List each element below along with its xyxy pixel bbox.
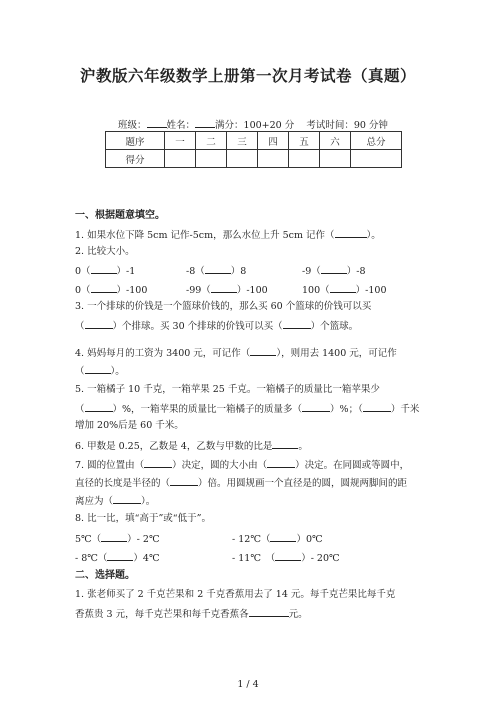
temperature-item [232,532,323,546]
temp-left: - 12℃（ [232,534,271,545]
cmp-blank[interactable] [330,283,356,293]
question-5-line-3: 增加 20%后是 60 千米。 [75,420,184,431]
header-cell: 题序 [106,132,165,150]
temperature-item [232,551,340,565]
name-blank[interactable] [195,118,215,128]
student-info-line [118,117,388,131]
cmp-blank[interactable] [211,283,237,293]
temp-right: ）- 20℃ [301,553,340,564]
cmp-blank[interactable] [205,264,231,274]
cmp-right: ）8 [230,266,247,277]
q6-blank[interactable] [272,439,298,449]
page-title: 沪教版六年级数学上册第一次月考试卷（真题） [79,67,416,85]
compare-item [186,264,246,278]
q5-text: （ [75,404,85,415]
temp-left: - 8℃（ [75,553,108,564]
q7-blank-4[interactable] [113,494,141,504]
question-4-line-1 [75,346,397,360]
q7-text: 直径的长度是半径的（ [75,478,171,489]
q5-blank-3[interactable] [363,402,391,412]
q3-blank-2[interactable] [283,319,311,329]
q4-blank-1[interactable] [250,346,276,356]
cmp-left: 100（ [302,285,330,296]
score-table-score-row [106,150,402,168]
exam-time-label: 考试时间：90 分钟 [306,120,388,131]
q1-blank[interactable] [335,228,367,238]
question-4-line-2 [75,364,125,378]
q5-text: ）千米 [390,404,420,415]
q4-text: （ [75,366,85,377]
mc-question-1-line-2 [75,607,308,621]
q7-text: ）倍。用圆规画一个直径是的圆，圆规两脚间的距 [198,478,408,489]
compare-item [186,283,268,297]
q5-text: ）%，一箱苹果的质量比一箱橘子的质量多（ [112,404,303,415]
temp-left: 5℃（ [75,534,102,545]
score-cell[interactable] [196,150,227,168]
temperature-item [75,532,160,546]
temperature-item [75,551,160,565]
temp-left: - 11℃ （ [232,553,276,564]
mc-q1-text: 香蕉贵 3 元，每千克芒果和每千克香蕉各 [75,609,249,620]
q7-blank-2[interactable] [267,458,295,468]
q4-text: ），则用去 1400 元，可记作 [276,348,397,359]
q5-blank-2[interactable] [302,402,330,412]
question-1 [75,228,381,242]
q7-text: ）决定，圆的大小由（ [172,460,268,471]
q7-text: 7. 圆的位置由（ [75,460,145,471]
score-table [105,131,402,168]
cmp-left: 0（ [75,266,91,277]
section-2-heading: 二、选择题。 [75,570,135,581]
cmp-left: 0（ [75,285,91,296]
mc-question-1-line-1: 1. 张老师买了 2 千克芒果和 2 千克香蕉用去了 14 元。每千克芒果比每千克 [75,589,396,600]
score-cell[interactable] [289,150,320,168]
question-3-line-2 [75,319,358,333]
question-7-line-2 [75,476,407,490]
q3-text: （ [75,321,85,332]
temp-right: ）4℃ [133,553,160,564]
q7-text: ）决定。在同圆或等圆中， [295,460,410,471]
q4-blank-2[interactable] [85,364,111,374]
class-blank[interactable] [147,118,167,128]
score-table-header-row [106,132,402,150]
question-6 [75,439,308,453]
compare-item [75,264,135,278]
q1-end: ）。 [366,230,381,241]
temp-blank[interactable] [107,551,133,561]
temp-right: ）- 2℃ [127,534,160,545]
name-label: 姓名： [166,120,196,131]
q5-text: ）%；（ [330,404,363,415]
score-cell[interactable] [165,150,196,168]
question-8: 8. 比一比，填“高于”或“低于”。 [75,513,212,524]
temp-blank[interactable] [275,551,301,561]
score-cell[interactable] [320,150,351,168]
score-cell[interactable] [258,150,289,168]
class-label: 班级： [118,120,147,131]
mc-q1-blank[interactable] [249,607,289,617]
q3-blank-1[interactable] [85,319,113,329]
q7-blank-1[interactable] [144,458,172,468]
cmp-blank[interactable] [321,264,347,274]
compare-item [75,283,147,297]
question-7-line-1 [75,458,409,472]
section-1-heading: 一、根据题意填空。 [75,210,165,221]
cmp-blank[interactable] [91,283,117,293]
page-number: 1 / 4 [237,679,259,690]
full-score-label: 满分：100+20 分 [215,120,295,131]
cmp-left: -99（ [186,285,211,296]
q4-text: ）。 [110,366,125,377]
score-cell[interactable] [227,150,258,168]
q7-text: 离应为（ [75,496,114,507]
header-cell: 总分 [351,132,402,150]
temp-right: ）0℃ [296,534,323,545]
q3-text: ）个篮球。 [310,321,359,332]
mc-q1-text: 元。 [288,609,308,620]
cmp-blank[interactable] [91,264,117,274]
cmp-right: ）-100 [355,285,387,296]
header-cell: 五 [289,132,320,150]
cmp-right: ）-100 [116,285,148,296]
q7-text: ）。 [141,496,156,507]
header-cell: 二 [196,132,227,150]
header-cell: 四 [258,132,289,150]
temp-blank[interactable] [270,532,296,542]
score-row-label: 得分 [106,150,165,168]
cmp-right: ）-1 [116,266,136,277]
q4-text: 4. 妈妈每月的工资为 3400 元，可记作（ [75,348,251,359]
q5-blank-1[interactable] [85,402,113,412]
q1-text: 1. 如果水位下降 5cm 记作-5cm，那么水位上升 5cm 记作（ [75,230,335,241]
question-3-line-1: 3. 一个排球的价钱是一个篮球价钱的，那么买 60 个篮球的价钱可以买 [75,301,372,312]
cmp-left: -9（ [302,266,321,277]
question-7-line-3 [75,494,155,508]
temp-blank[interactable] [101,532,127,542]
question-5-line-1: 5. 一箱橘子 10 千克，一箱苹果 25 千克。一箱橘子的质量比一箱苹果少 [75,384,380,395]
cmp-left: -8（ [186,266,205,277]
header-cell: 三 [227,132,258,150]
question-2: 2. 比较大小。 [75,246,135,257]
score-cell[interactable] [351,150,402,168]
header-cell: 一 [165,132,196,150]
q6-text: 。 [298,441,308,452]
question-5-line-2 [75,402,419,416]
header-cell: 六 [320,132,351,150]
cmp-right: ）-100 [236,285,268,296]
q6-text: 6. 甲数是 0.25，乙数是 4，乙数与甲数的比是 [75,441,273,452]
q7-blank-3[interactable] [170,476,198,486]
compare-item [302,283,386,297]
cmp-right: ）-8 [346,266,366,277]
q3-text: ）个排球。买 30 个排球的价钱可以买（ [112,321,283,332]
compare-item [302,264,366,278]
